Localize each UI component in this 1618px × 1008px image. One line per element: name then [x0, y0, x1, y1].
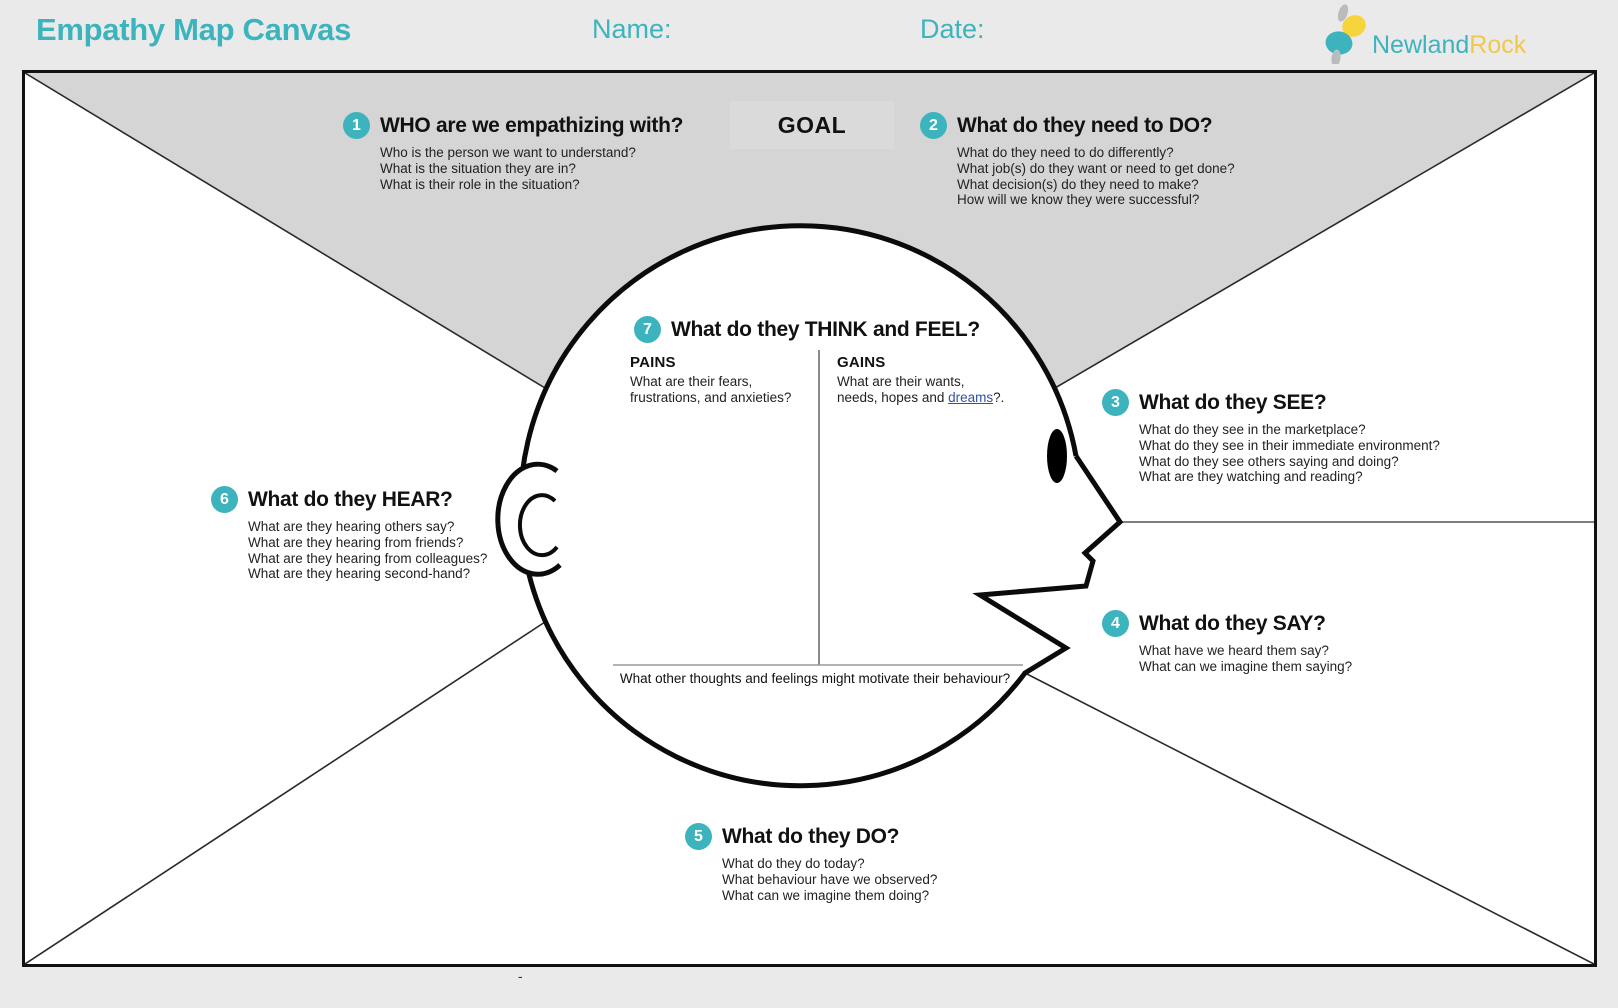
question: What have we heard them say?	[1139, 643, 1329, 658]
question: What can we imagine them doing?	[722, 887, 930, 903]
diagonal-bottom-right	[1025, 673, 1594, 964]
empathy-map-canvas	[22, 70, 1597, 967]
question: What do they see in the marketplace?	[1139, 422, 1366, 437]
section-think-feel-badge: 7	[634, 316, 661, 343]
name-field-label[interactable]: Name:	[592, 14, 672, 44]
section-hear-badge: 6	[211, 486, 238, 513]
diagonal-bottom-left	[25, 622, 545, 964]
section-say-title: What do they SAY?	[1139, 611, 1326, 635]
eye-icon	[1047, 429, 1067, 483]
goal-box: GOAL	[730, 101, 894, 149]
section-who-title: WHO are we empathizing with?	[380, 113, 684, 137]
question: What job(s) do they want or need to get done?	[957, 160, 1235, 176]
question: How will we know they were successful?	[957, 192, 1200, 208]
question: What decision(s) do they need to make?	[957, 176, 1199, 192]
brand-name-primary: Newland	[1372, 31, 1470, 59]
section-hear-title: What do they HEAR?	[248, 487, 453, 511]
gains-label: GAINS	[837, 354, 886, 371]
question: What are they hearing from friends?	[248, 534, 464, 550]
section-hear	[211, 486, 487, 582]
brand-logo-icon	[1322, 2, 1368, 64]
page-title: Empathy Map Canvas	[36, 12, 352, 47]
ear-icon	[498, 464, 560, 574]
section-do-badge: 5	[685, 823, 712, 850]
section-say-badge: 4	[1102, 610, 1129, 637]
section-need-to-do	[920, 112, 1235, 208]
question: What are they hearing from colleagues?	[248, 550, 488, 566]
question: What is their role in the situation?	[380, 176, 580, 192]
pains-label: PAINS	[630, 354, 676, 371]
section-do-title: What do they DO?	[722, 824, 900, 848]
section-see-title: What do they SEE?	[1139, 390, 1327, 414]
brand-logo	[1322, 2, 1526, 64]
think-feel-caption: What other thoughts and feelings might motivate their behaviour?	[619, 671, 1011, 686]
pains-question-line: What are their fears,	[630, 374, 753, 389]
pains-column	[630, 355, 840, 406]
brand-logo-text	[1372, 33, 1526, 58]
section-see	[1102, 389, 1440, 485]
question: What do they need to do differently?	[957, 145, 1174, 160]
question: What behaviour have we observed?	[722, 871, 938, 887]
dreams-link[interactable]: dreams	[948, 390, 994, 405]
section-think-feel-title: What do they THINK and FEEL?	[671, 317, 980, 341]
section-need-to-do-badge: 2	[920, 112, 947, 139]
question: Who is the person we want to understand?	[380, 145, 636, 160]
question: What are they hearing second-hand?	[248, 566, 471, 582]
gains-question-line: What are their wants,	[837, 374, 965, 389]
footer-dash-mark: -	[518, 968, 523, 984]
pains-question-line: frustrations, and anxieties?	[630, 390, 792, 405]
section-need-to-do-title: What do they need to DO?	[957, 113, 1213, 137]
question: What do they see in their immediate environment?	[1139, 437, 1440, 453]
section-see-badge: 3	[1102, 389, 1129, 416]
section-think-feel	[634, 316, 980, 343]
brand-name-secondary: Rock	[1469, 31, 1527, 59]
question: What is the situation they are in?	[380, 160, 576, 176]
section-who-badge: 1	[343, 112, 370, 139]
question: What are they watching and reading?	[1139, 469, 1363, 485]
date-field-label[interactable]: Date:	[920, 14, 985, 44]
gains-column	[837, 355, 1047, 406]
question: What do they see others saying and doing?	[1139, 453, 1399, 469]
question: What do they do today?	[722, 856, 865, 871]
section-say	[1102, 610, 1352, 675]
question: What can we imagine them saying?	[1139, 658, 1353, 674]
section-who	[343, 112, 683, 192]
gains-question-line: needs, hopes and dreams?.	[837, 390, 1005, 405]
section-do	[685, 823, 937, 903]
question: What are they hearing others say?	[248, 519, 455, 534]
